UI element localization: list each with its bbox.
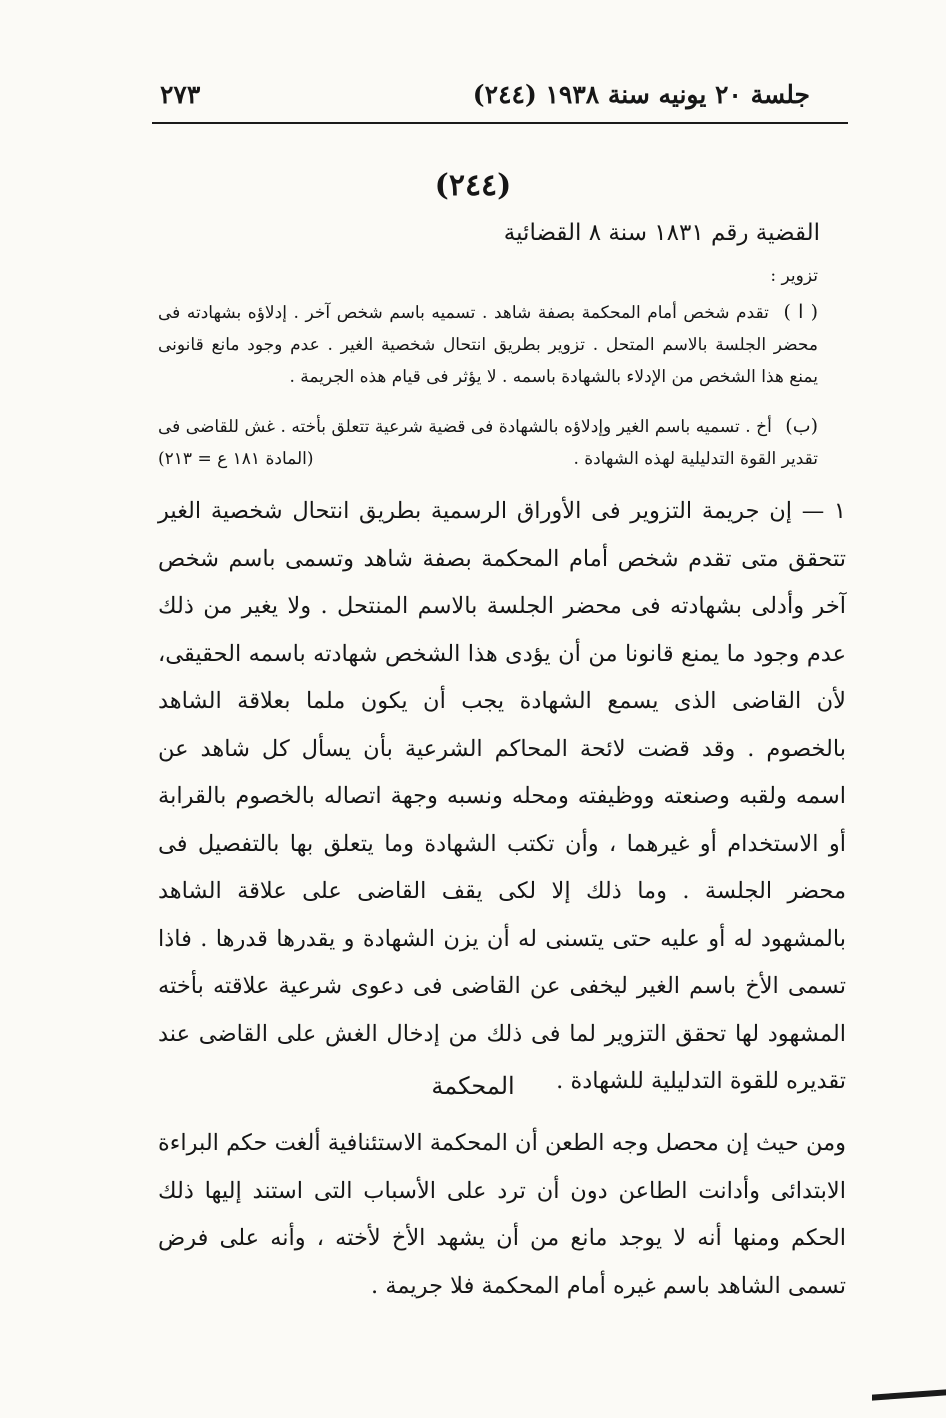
topic-label: تزوير : [770, 266, 818, 286]
header-rule [152, 122, 848, 124]
summary-point-a [158, 296, 818, 393]
summary-marker-b: (ب) [785, 415, 818, 437]
case-reference: القضية رقم ١٨٣١ سنة ٨ القضائية [503, 220, 820, 246]
summary-marker-a: ( ا ) [783, 301, 818, 323]
case-number: (٢٤٤) [434, 168, 512, 203]
legal-principle-paragraph: ١ — إن جريمة التزوير فى الأوراق الرسمية بطريق انتحال شخصية الغير تتحقق متى تقدم شخص أمام المحكمة بصفة شاهد وتسمى باسم شخص آخر وأدلى بشهادته فى محضر الجلسة بالاسم المنتحل . ولا يغير من ذلك عدم وجود ما يمنع قانونا من أن يؤدى هذا الشخص شهادته باسمه الحقيقى، لأن القاضى الذى يسمع الشهادة يجب أن يكون ملما بعلاقة الشاهد بالخصوم . وقد قضت لائحة المحاكم الشرعية بأن يسأل كل شاهد عن اسمه ولقبه وصنعته ووظيفته ومحله ونسبه وجهة اتصاله بالخصوم بالقرابة أو الاستخدام أو غيرهما ، وأن تكتب الشهادة وما يتعلق بها بالتفصيل فى محضر الجلسة . وما ذلك إلا لكى يقف القاضى على علاقة الشاهد بالمشهود له أو عليه حتى يتسنى له أن يزن الشهادة و يقدرها قدرها . فاذا تسمى الأخ باسم الغير ليخفى عن القاضى فى دعوى شرعية علاقته بأخته المشهود لها تحقق التزوير لما فى ذلك من إدخال الغش على القاضى عند تقديره للقوة التدليلية للشهادة . [158, 498, 846, 1094]
running-title: جلسة ٢٠ يونيه سنة ١٩٣٨ (٢٤٤) [472, 80, 810, 109]
summary-text-a: تقدم شخص أمام المحكمة بصفة شاهد . تسميه باسم شخص آخر . إدلاؤه بشهادته فى محضر الجلسة بالاسم المتحل . تزوير بطريق انتحال شخصية الغير . عدم وجود مانع قانونى يمنع هذا الشخص من الإدلاء بالشهادة باسمه . لا يؤثر فى قيام هذه الجريمة . [158, 303, 818, 387]
summary-point-b [158, 410, 818, 475]
corner-mark [872, 1389, 946, 1400]
section-heading: المحكمة [431, 1072, 515, 1100]
judgment-paragraph: ومن حيث إن محصل وجه الطعن أن المحكمة الاستئنافية ألغت حكم البراءة الابتدائى وأدانت الطاعن دون أن ترد على الأسباب التى استند إليها ذلك الحكم ومنها أنه لا يوجد مانع من أن يشهد الأخ لأخته ، وأنه على فرض تسمى الشاهد باسم غيره أمام المحكمة فلا جريمة . [158, 1130, 846, 1299]
summary-text-b: أخ . تسميه باسم الغير وإدلاؤه بالشهادة فى قضية شرعية تتعلق بأخته . غش للقاضى فى تقدير القوة التدليلية لهذه الشهادة . [158, 417, 818, 469]
page-number: ٢٧٣ [160, 80, 201, 109]
article-reference: (المادة ١٨١ ع = ٢١٣) [158, 449, 314, 469]
page-header [150, 78, 850, 120]
